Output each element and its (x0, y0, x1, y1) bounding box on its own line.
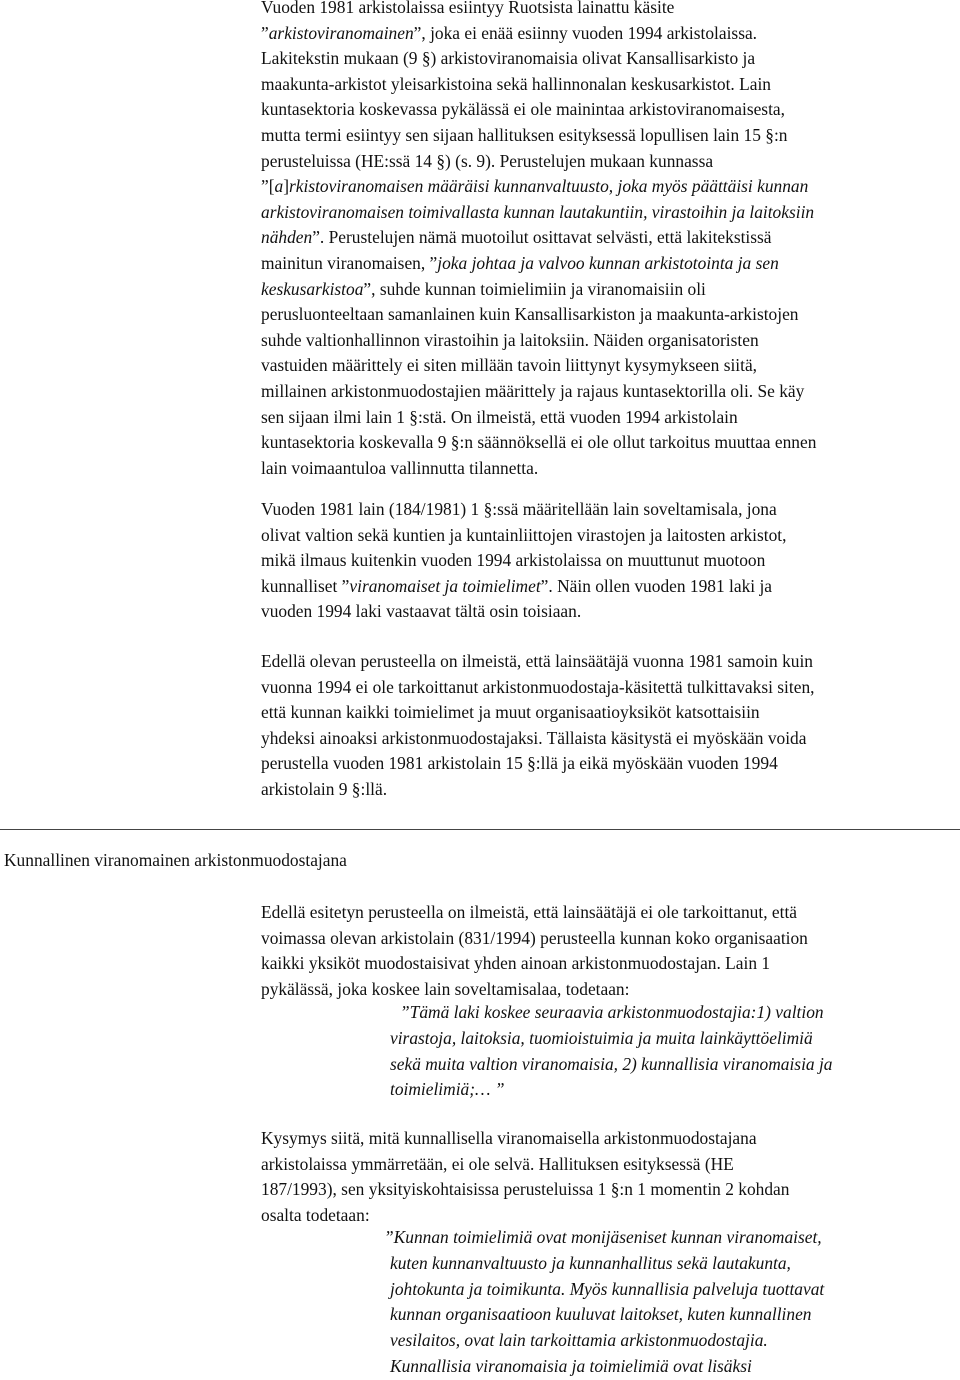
text-line: lain voimaantuloa vallinnutta tilannetta. (261, 457, 539, 478)
text-line: maakunta-arkistot yleisarkistoina sekä hallinnonalan keskusarkistot. Lain (261, 73, 771, 94)
quote-line: toimielimiä;… ” (390, 1079, 505, 1100)
quote-line: Kunnallisia viranomaisia ja toimielimiä ovat lisäksi (390, 1355, 752, 1376)
text-line: yhdeksi ainoaksi arkistonmuodostajaksi. Tällaista käsitystä ei myöskään voida (261, 727, 807, 748)
text-line: suhde valtionhallinnon virastoihin ja laitoksiin. Näiden organisatoristen (261, 329, 759, 350)
block-quote-hallituksen-esitys (384, 1225, 824, 1380)
text-line: Edellä esitetyn perusteella on ilmeistä, että lainsäätäjä ei ole tarkoittanut, että (261, 902, 798, 922)
text-line: mikä ilmaus kuitenkin vuoden 1994 arkistolaissa on muuttunut muotoon (261, 550, 766, 571)
quote-line: ”Tämä laki koskee seuraavia arkistonmuodostajia:1) valtion (400, 1002, 824, 1022)
text-line: arkistoviranomaisen toimivallasta kunnan lautakuntiin, virastoihin ja laitoksiin (261, 201, 815, 222)
text-line: vuonna 1994 ei ole tarkoittanut arkistonmuodostaja-käsitettä tulkittavaksi siten, (261, 676, 815, 697)
text-line: arkistolain 9 §:llä. (261, 778, 388, 799)
text-line: voimassa olevan arkistolain (831/1994) perusteella kunnan koko organisaation (261, 927, 808, 948)
quote-line: ”Kunnan toimielimiä ovat monijäseniset kunnan viranomaiset, (384, 1227, 822, 1247)
text-line: perusteluissa (HE:ssä 14 §) (s. 9). Perustelujen mukaan kunnassa (261, 150, 714, 171)
text-line: että kunnan kaikki toimielimet ja muut organisaatioyksiköt katsottaisiin (261, 702, 760, 723)
paragraph-arkistoviranomainen (261, 0, 816, 481)
text-line: nähden”. Perustelujen nämä muotoilut osittavat selvästi, että lakitekstissä (261, 227, 772, 248)
text-line: perustella vuoden 1981 arkistolain 15 §:llä ja eikä myöskään vuoden 1994 (261, 753, 778, 774)
section-divider (0, 829, 960, 830)
text-line: Vuoden 1981 arkistolaissa esiintyy Ruotsista lainattu käsite (261, 0, 675, 17)
text-line: mutta termi esiintyy sen sijaan hallituksen esityksessä lopullisen lain 15 §:n (261, 124, 788, 145)
text-line: kuntasektoria koskevalla 9 §:n säännöksellä ei ole ollut tarkoitus muuttaa ennen (261, 432, 817, 453)
quote-line: kuten kunnanvaltuusto ja kunnanhallitus sekä lautakunta, (390, 1252, 791, 1273)
text-line: vuoden 1994 laki vastaavat tältä osin toisiaan. (261, 601, 582, 622)
block-quote-laki (390, 1000, 832, 1103)
text-line: ”[a]rkistoviranomaisen määräisi kunnanvaltuusto, joka myös päättäisi kunnan (261, 176, 809, 197)
quote-line: virastoja, laitoksia, tuomioistuimia ja muita lainkäyttöelimiä (390, 1027, 813, 1048)
text-line: Kysymys siitä, mitä kunnallisella viranomaisella arkistonmuodostajana (261, 1128, 757, 1148)
paragraph-edella-esitetyn (261, 900, 808, 1002)
text-line: kunnalliset ”viranomaiset ja toimielimet”. Näin ollen vuoden 1981 laki ja (261, 575, 773, 596)
text-line: millainen arkistonmuodostajien määrittely ja rajaus kuntasektorilla oli. Se käy (261, 380, 805, 401)
paragraph-lainsaataja (261, 649, 815, 803)
text-line: kaikki yksiköt muodostaisivat yhden ainoan arkistonmuodostajan. Lain 1 (261, 953, 771, 974)
text-line: sen sijaan ilmi lain 1 §:stä. On ilmeistä, että vuoden 1994 arkistolain (261, 406, 738, 427)
text-line: pykälässä, joka koskee lain soveltamisalaa, todetaan: (261, 978, 630, 999)
paragraph-kysymys (261, 1126, 789, 1228)
text-line: perusluonteeltaan samanlainen kuin Kansallisarkiston ja maakunta-arkistojen (261, 304, 799, 325)
text-line: olivat valtion sekä kuntien ja kuntainliittojen virastojen ja laitosten arkistot, (261, 524, 787, 545)
text-line: Lakitekstin mukaan (9 §) arkistoviranomaisia olivat Kansallisarkisto ja (261, 48, 756, 69)
quote-line: vesilaitos, ovat lain tarkoittamia arkistonmuodostajia. (390, 1330, 768, 1351)
text-line: arkistolaissa ymmärretään, ei ole selvä. Hallituksen esityksessä (HE (261, 1153, 734, 1174)
quote-line: johtokunta ja toimikunta. Myös kunnallisia palveluja tuottavat (390, 1278, 825, 1299)
text-line: mainitun viranomaisen, ”joka johtaa ja valvoo kunnan arkistotointa ja sen (261, 252, 779, 273)
text-line: vastuiden määrittely ei siten millään tavoin liittynyt kysymykseen siitä, (261, 355, 758, 376)
text-line: Edellä olevan perusteella on ilmeistä, että lainsäätäjä vuonna 1981 samoin kuin (261, 651, 813, 671)
quote-line: sekä muita valtion viranomaisia, 2) kunnallisia viranomaisia ja (390, 1053, 833, 1074)
section-heading: Kunnallinen viranomainen arkistonmuodostajana (4, 850, 347, 870)
text-line: 187/1993), sen yksityiskohtaisissa perusteluissa 1 §:n 1 momentin 2 kohdan (261, 1179, 790, 1200)
text-line: ”arkistoviranomainen”, joka ei enää esiinny vuoden 1994 arkistolaissa. (261, 22, 758, 43)
text-line: kuntasektoria koskevassa pykälässä ei ole mainintaa arkistoviranomaisesta, (261, 99, 785, 120)
text-line: osalta todetaan: (261, 1204, 370, 1225)
text-line: Vuoden 1981 lain (184/1981) 1 §:ssä määritellään lain soveltamisala, jona (261, 499, 777, 519)
quote-line: kunnan organisaatioon kuuluvat laitokset, kuten kunnallinen (390, 1304, 812, 1325)
text-line: keskusarkistoa”, suhde kunnan toimielimiin ja viranomaisiin oli (261, 278, 706, 299)
paragraph-vuoden-1981-laki (261, 497, 786, 625)
